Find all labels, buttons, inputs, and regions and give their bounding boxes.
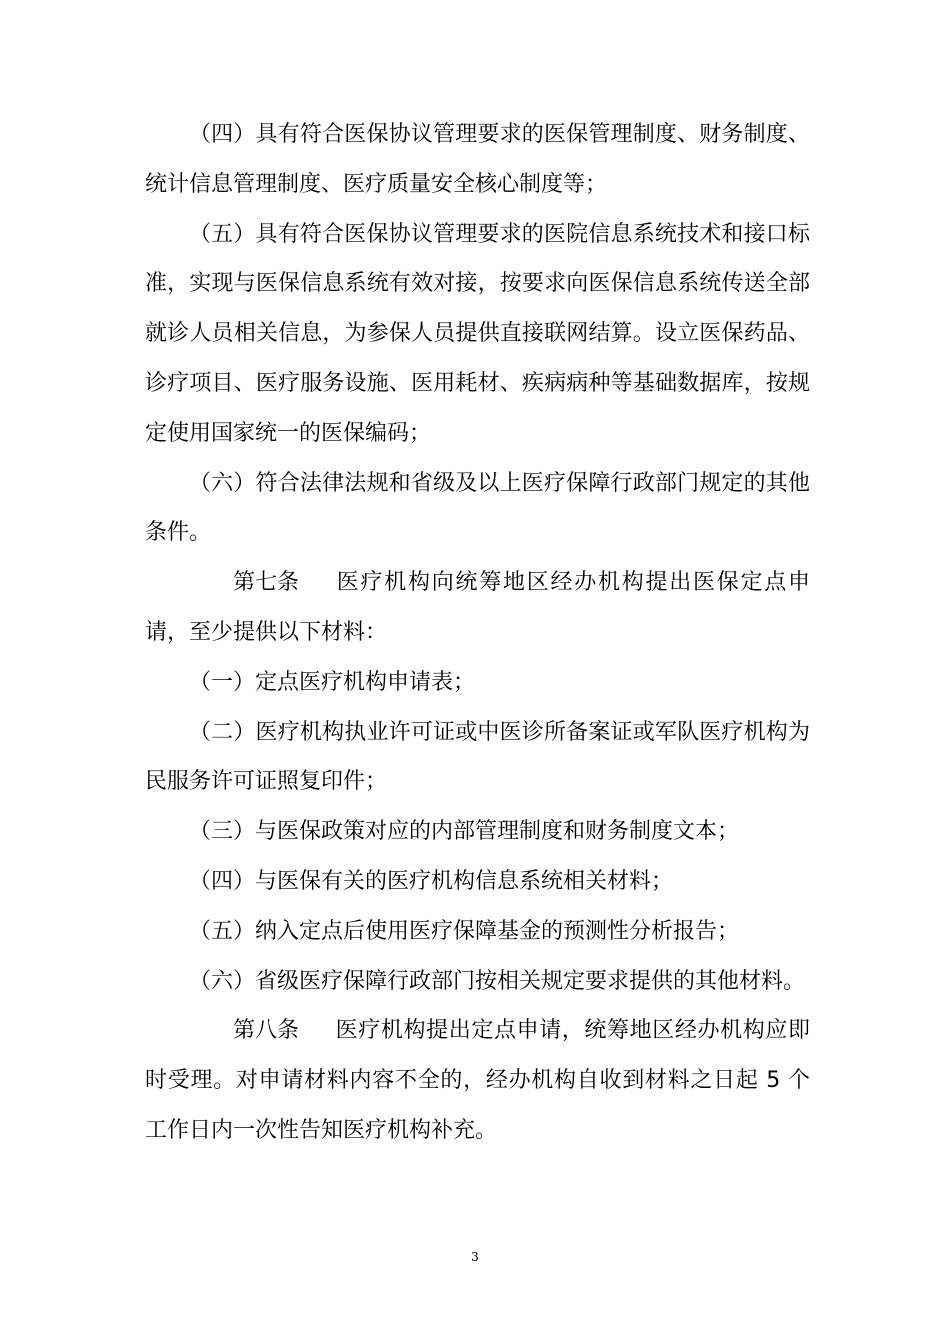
paragraph-item-6-other-conditions: （六）符合法律法规和省级及以上医疗保障行政部门规定的其他条件。 (145, 470, 810, 546)
material-item-5: （五）纳入定点后使用医疗保障基金的预测性分析报告； (189, 918, 740, 944)
article-7-number: 第七条 (233, 570, 300, 596)
article-7-paragraph (145, 558, 810, 658)
paragraph-item-4-system: （四）具有符合医保协议管理要求的医保管理制度、财务制度、统计信息管理制度、医疗质量安全核心制度等； (145, 122, 810, 197)
material-item-1: （一）定点医疗机构申请表； (189, 669, 476, 695)
article-7-text: 医疗机构向统筹地区经办机构提出医保定点申请，至少提供以下材料： (145, 570, 810, 645)
material-item-3: （三）与医保政策对应的内部管理制度和财务制度文本； (189, 819, 740, 845)
article-8-number: 第八条 (233, 1018, 300, 1044)
article-8-paragraph (145, 1006, 810, 1155)
paragraph-item-5-information-system: （五）具有符合医保协议管理要求的医院信息系统技术和接口标准，实现与医保信息系统有效对接，按要求向医保信息系统传送全部就诊人员相关信息，为参保人员提供直接联网结算。设立医保药品、诊疗项目、医疗服务设施、医用耗材、疾病病种等基础数据库，按规定使用国家统一的医保编码； (145, 221, 810, 446)
material-item-2: （二）医疗机构执业许可证或中医诊所备案证或军队医疗机构为民服务许可证照复印件； (145, 719, 810, 795)
material-item-4: （四）与医保有关的医疗机构信息系统相关材料； (189, 868, 674, 894)
page-number: 3 (471, 1250, 479, 1264)
article-8-text: 医疗机构提出定点申请，统筹地区经办机构应即时受理。对申请材料内容不全的，经办机构自收到材料之日起 5 个工作日内一次性告知医疗机构补充。 (145, 1018, 810, 1143)
material-item-6: （六）省级医疗保障行政部门按相关规定要求提供的其他材料。 (189, 968, 806, 994)
document-body (145, 110, 810, 1156)
